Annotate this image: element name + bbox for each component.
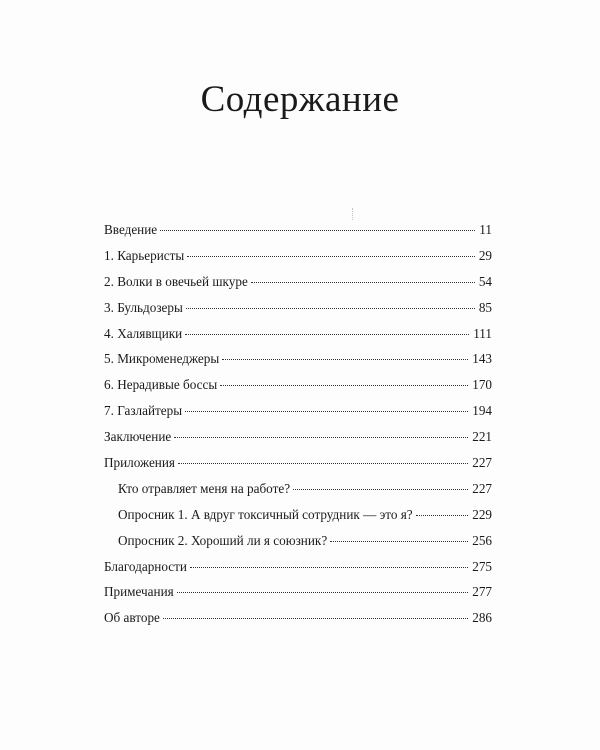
toc-entry bbox=[104, 608, 492, 634]
toc-subentry bbox=[104, 479, 492, 505]
toc-entry-label: 4. Халявщики bbox=[104, 325, 183, 341]
toc-entry bbox=[104, 324, 492, 350]
toc-entry-page: 256 bbox=[472, 532, 492, 548]
print-speck bbox=[352, 208, 355, 220]
dot-leader bbox=[174, 436, 468, 438]
dot-leader bbox=[185, 333, 469, 335]
toc-entry-page: 227 bbox=[472, 455, 492, 471]
toc-entry-page: 229 bbox=[472, 506, 492, 522]
dot-leader bbox=[178, 462, 468, 464]
dot-leader bbox=[187, 255, 475, 257]
toc-entry bbox=[104, 582, 492, 608]
dot-leader bbox=[177, 591, 469, 593]
toc-entry-label: Благодарности bbox=[104, 558, 187, 574]
dot-leader bbox=[416, 514, 469, 516]
toc-entry-label: 2. Волки в овечьей шкуре bbox=[104, 273, 248, 289]
dot-leader bbox=[163, 617, 468, 619]
dot-leader bbox=[251, 281, 475, 283]
dot-leader bbox=[222, 358, 468, 360]
dot-leader bbox=[220, 384, 468, 386]
toc-entry-label: Опросник 1. А вдруг токсичный сотрудник — это я? bbox=[118, 506, 413, 522]
toc-entry-label: Введение bbox=[104, 222, 158, 237]
dot-leader bbox=[160, 229, 475, 231]
toc-entry bbox=[104, 349, 492, 375]
page-title: Содержание bbox=[200, 79, 400, 120]
toc-entry bbox=[104, 401, 492, 427]
toc-subentry bbox=[104, 505, 492, 531]
toc-entry-label: 1. Карьеристы bbox=[104, 247, 185, 263]
toc-entry-label: Примечания bbox=[104, 584, 174, 600]
toc-entry bbox=[104, 557, 492, 583]
toc-entry-label: Приложения bbox=[104, 455, 175, 471]
toc-entry bbox=[104, 272, 492, 298]
toc-entry-page: 275 bbox=[472, 558, 492, 574]
toc-entry-page: 194 bbox=[472, 403, 492, 419]
toc-entry-page: 54 bbox=[478, 273, 492, 289]
toc-entry-page: 170 bbox=[472, 377, 492, 393]
toc-entry bbox=[104, 375, 492, 401]
toc-entry-page: 29 bbox=[478, 247, 492, 263]
toc-entry-page: 221 bbox=[472, 429, 492, 445]
toc-entry-page: 277 bbox=[472, 584, 492, 600]
toc-entry-page: 11 bbox=[479, 222, 492, 237]
toc-entry-label: Заключение bbox=[104, 429, 172, 445]
toc-entry-label: Об авторе bbox=[104, 610, 160, 626]
toc-entry-label: 5. Микроменеджеры bbox=[104, 351, 220, 367]
toc-subentry bbox=[104, 531, 492, 557]
toc-entry-label: 3. Бульдозеры bbox=[104, 299, 183, 315]
toc-entry-page: 111 bbox=[473, 325, 492, 341]
toc-entry-page: 143 bbox=[472, 351, 492, 367]
toc-entry bbox=[104, 427, 492, 453]
toc-entry bbox=[104, 298, 492, 324]
toc-entry-label: Опросник 2. Хороший ли я союзник? bbox=[118, 532, 328, 548]
dot-leader bbox=[293, 488, 468, 490]
toc-entry bbox=[104, 246, 492, 272]
dot-leader bbox=[330, 540, 468, 542]
dot-leader bbox=[185, 410, 468, 412]
toc-entry bbox=[104, 453, 492, 479]
table-of-contents bbox=[104, 220, 492, 634]
toc-entry-page: 286 bbox=[472, 610, 492, 626]
toc-entry-label: 6. Нерадивые боссы bbox=[104, 377, 218, 393]
toc-entry-page: 85 bbox=[478, 299, 492, 315]
toc-entry-label: 7. Газлайтеры bbox=[104, 403, 183, 419]
toc-entry bbox=[104, 220, 492, 246]
toc-entry-label: Кто отравляет меня на работе? bbox=[118, 480, 291, 496]
toc-entry-page: 227 bbox=[472, 480, 492, 496]
dot-leader bbox=[186, 307, 475, 309]
dot-leader bbox=[190, 566, 468, 568]
